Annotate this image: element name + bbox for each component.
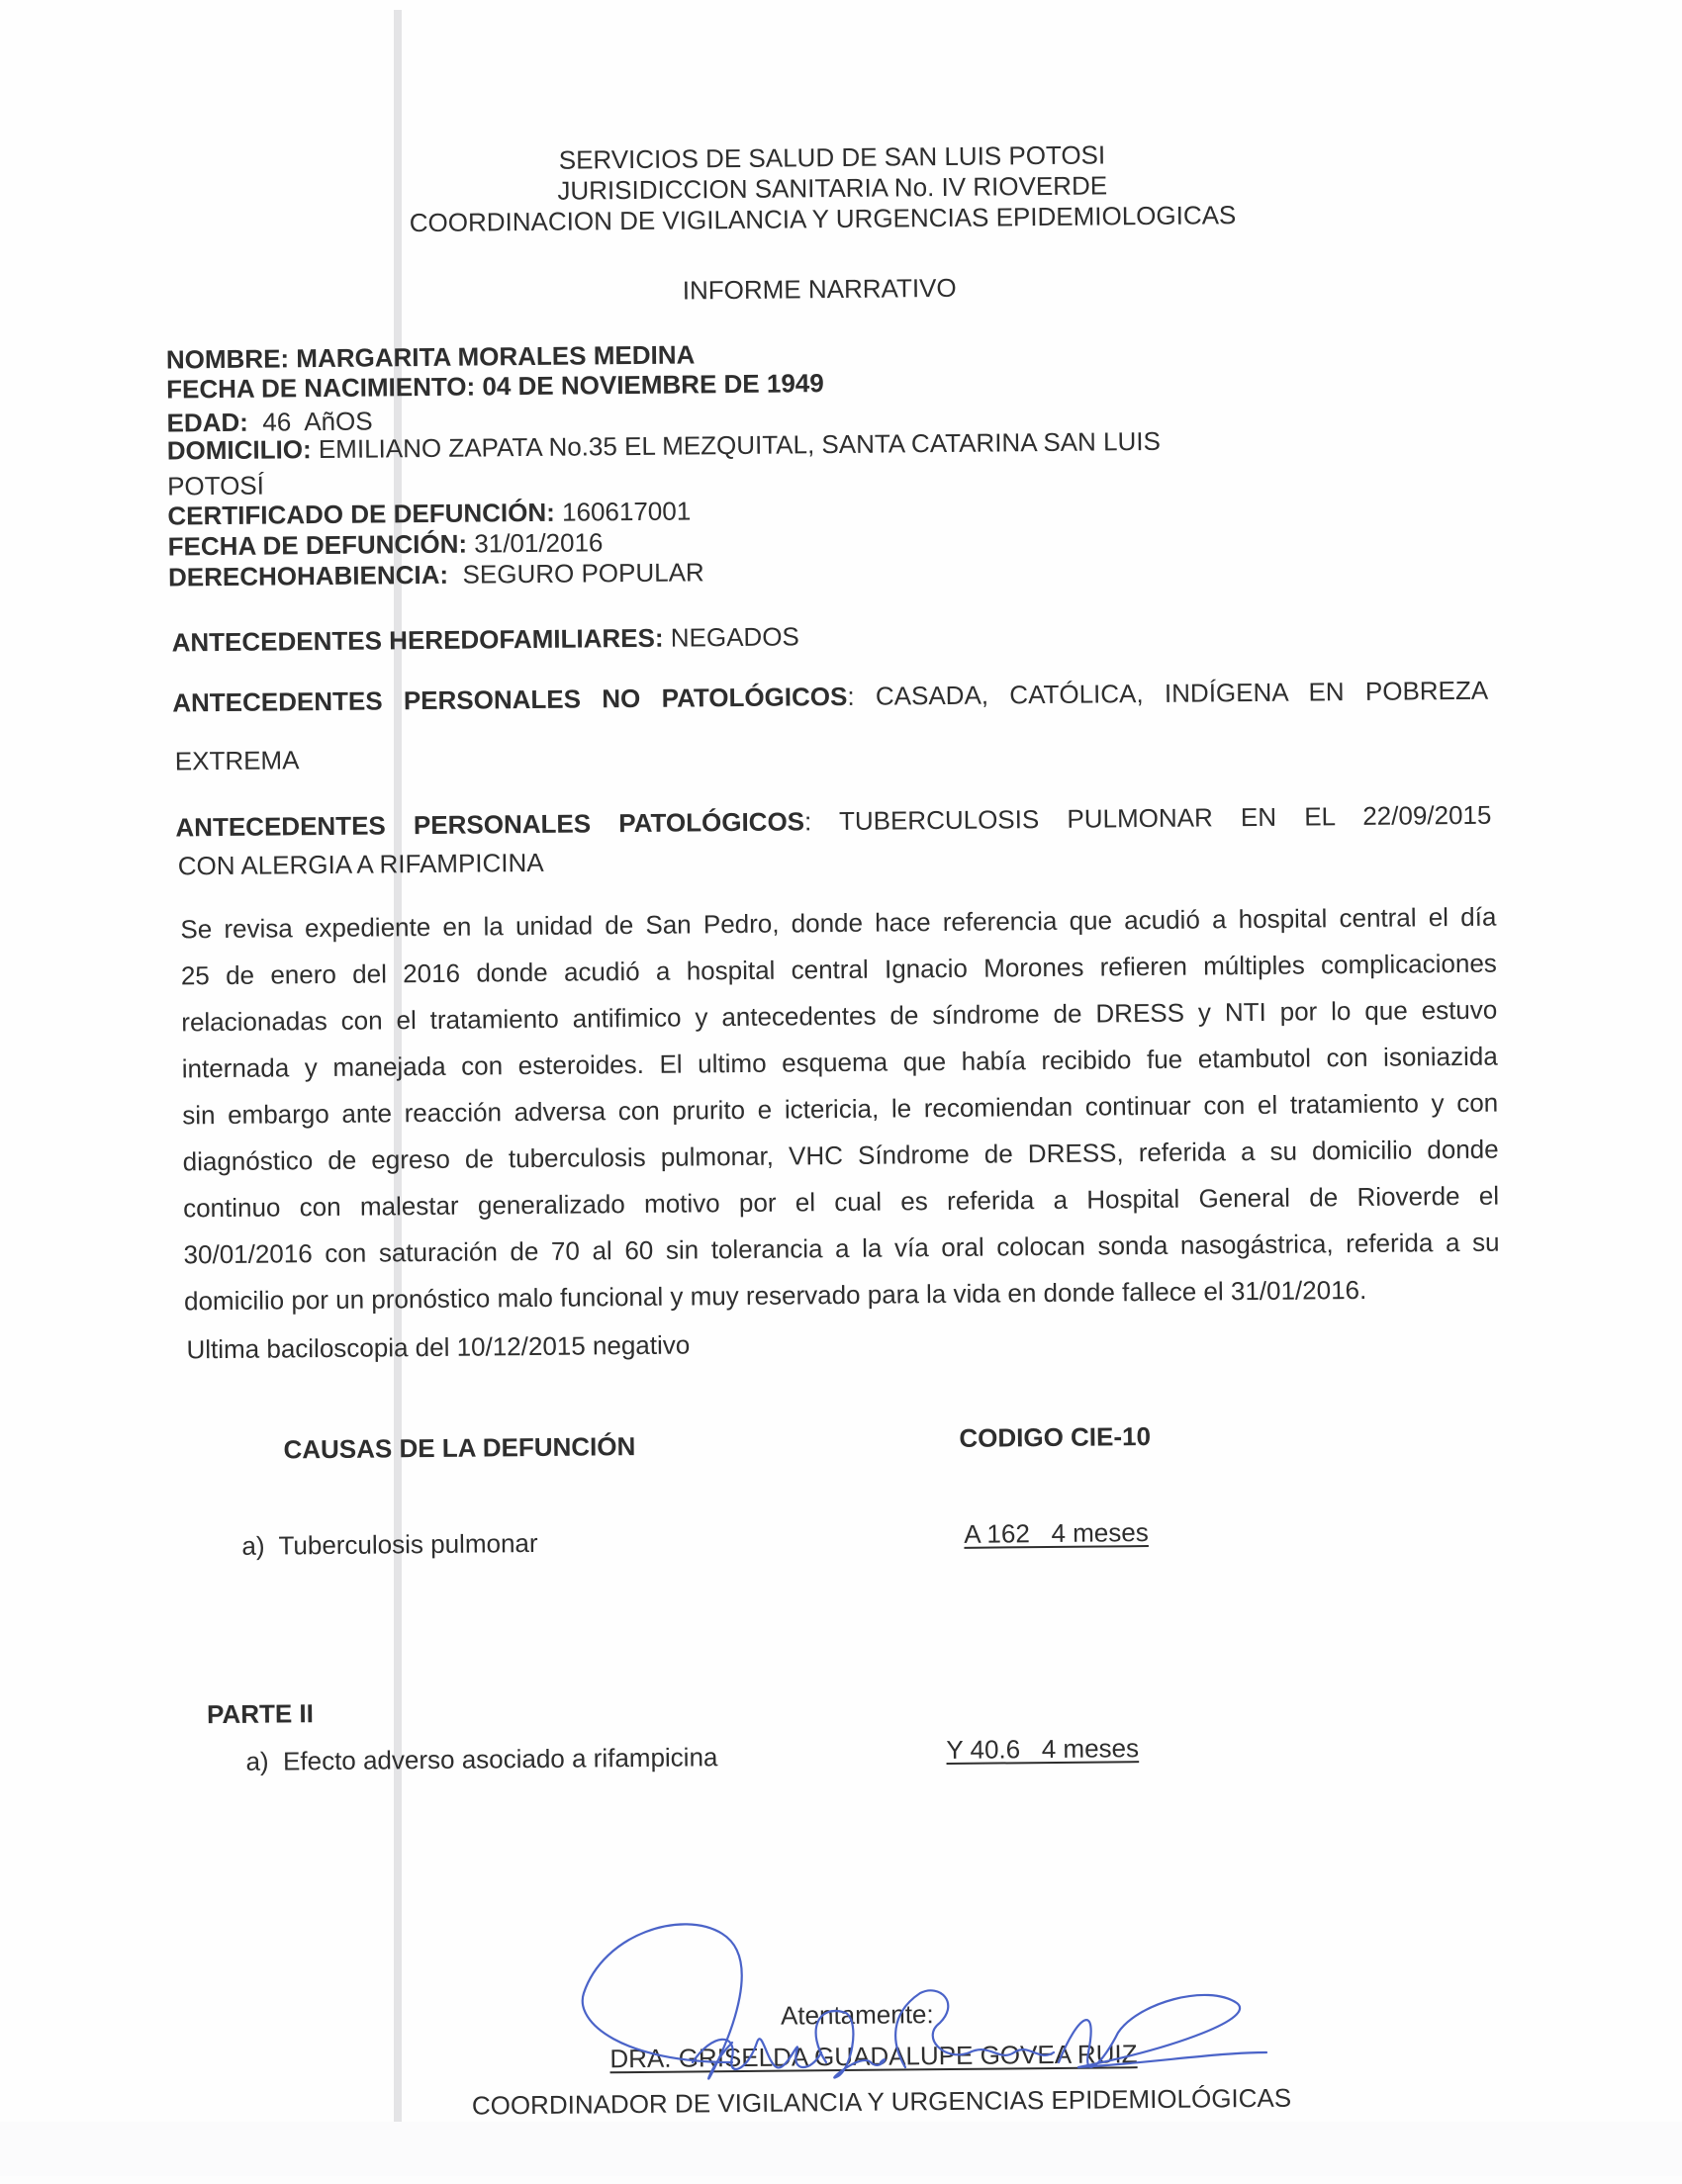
causes-heading: CAUSAS DE LA DEFUNCIÓN [283,1431,636,1465]
cause-part2-text: Efecto adverso asociado a rifampicina [282,1742,718,1776]
cause-part1 [241,1528,537,1561]
header-institution: SERVICIOS DE SALUD DE SAN LUIS POTOSI [558,139,1106,175]
heredo-value: NEGADOS [670,621,799,653]
part2-heading: PARTE II [206,1698,315,1730]
narrative-last-line: Ultima baciloscopia del 10/12/2015 negativo [186,1329,691,1365]
derechohabiencia-value: SEGURO POPULAR [462,557,704,590]
cause-part2-marker: a) [245,1746,269,1776]
field-edad [166,407,372,438]
narrative-line: relacionadas con el tratamiento antifimico y antecedentes de síndrome de DRESS y NTI por lo que estuvo [181,994,1498,1038]
field-heredofamiliares [172,621,799,657]
signatory-position: COORDINADOR DE VIGILANCIA Y URGENCIAS EPIDEMIOLÓGICAS [471,2082,1292,2121]
signature-stroke [1059,1995,1266,2067]
narrative-line: internada y manejada con esteroides. El ultimo esquema que había recibido fue etambutol con isoniazida [181,1041,1498,1084]
narrative-line: continuo con malestar generalizado motivo por el cual es referida a Hospital General de Rioverde el [182,1180,1500,1224]
no-patologicos-value: : CASADA, CATÓLICA, INDÍGENA EN POBREZA [847,675,1489,711]
signature-stroke [895,1990,1054,2067]
no-patologicos-label: ANTECEDENTES PERSONALES NO PATOLÓGICOS [172,681,848,718]
signature-stroke [693,2039,821,2069]
header-coordination: COORDINACION DE VIGILANCIA Y URGENCIAS EPIDEMIOLOGICAS [409,200,1237,238]
field-derechohabiencia [168,557,704,592]
domicilio-value-cont: POTOSÍ [166,470,265,501]
cause-part1-text: Tuberculosis pulmonar [278,1527,538,1561]
patologicos-value-cont: CON ALERGIA A RIFAMPICINA [177,847,544,881]
no-patologicos-value-cont: EXTREMA [174,745,300,776]
field-certificado [167,496,691,530]
signatory-name: DRA. GRISELDA GUADALUPE GOVEA RUIZ [609,2039,1138,2074]
edad-value: 46 AñOS [262,406,373,437]
handwritten-signature [564,1914,1276,2112]
certificado-label: CERTIFICADO DE DEFUNCIÓN: [167,497,555,531]
derechohabiencia-label: DERECHOHABIENCIA: [167,559,449,592]
cause-part2-code: Y 40.6 4 meses [946,1733,1140,1766]
domicilio-value: EMILIANO ZAPATA No.35 EL MEZQUITAL, SANTA CATARINA SAN LUIS [318,425,1161,465]
nombre-label: NOMBRE: [165,343,290,375]
nombre-value: MARGARITA MORALES MEDINA [296,339,696,374]
field-fecha-nacimiento [166,368,824,404]
narrative-line: domicilio por un pronóstico malo funcional y muy reservado para la vida en donde fallece el 31/01/2016. [183,1274,1367,1317]
edad-label: EDAD: [166,407,248,438]
narrative-line: Se revisa expediente en la unidad de San Pedro, donde hace referencia que acudió a hospital central el día [180,901,1497,945]
closing-text: Atentamente: [780,1999,934,2031]
cause-part2 [245,1742,717,1776]
signature-stroke [816,2011,886,2078]
certificado-value: 160617001 [561,496,692,527]
field-fecha-defuncion [168,527,604,561]
field-patologicos [175,800,1491,843]
signature-stroke [583,1924,742,2078]
field-no-patologicos [172,676,1488,718]
patologicos-label: ANTECEDENTES PERSONALES PATOLÓGICOS [175,806,805,843]
domicilio-label: DOMICILIO: [166,434,312,466]
narrative-line: sin embargo ante reacción adversa con prurito e ictericia, le recomiendan continuar con el tratamiento y con [182,1087,1499,1131]
defuncion-label: FECHA DE DEFUNCIÓN: [167,528,468,562]
document-title: INFORME NARRATIVO [682,272,957,306]
heredo-label: ANTECEDENTES HEREDOFAMILIARES: [171,622,664,658]
narrative-line: diagnóstico de egreso de tuberculosis pulmonar, VHC Síndrome de DRESS, referida a su domicilio donde [182,1134,1499,1177]
narrative-line: 30/01/2016 con saturación de 70 al 60 sin tolerancia a la vía oral colocan sonda nasogástrica, referida a su [183,1227,1500,1270]
nacimiento-label: FECHA DE NACIMIENTO: [166,371,476,405]
nacimiento-value: 04 DE NOVIEMBRE DE 1949 [482,368,824,402]
cause-part1-marker: a) [241,1530,265,1561]
patologicos-value: : TUBERCULOSIS PULMONAR EN EL 22/09/2015 [803,799,1492,837]
cause-part1-code: A 162 4 meses [964,1517,1149,1549]
header-jurisdiction: JURISIDICCION SANITARIA No. IV RIOVERDE [557,170,1108,206]
cie10-heading: CODIGO CIE-10 [959,1421,1152,1453]
defuncion-value: 31/01/2016 [474,527,604,559]
narrative-line: 25 de enero del 2016 donde acudió a hospital central Ignacio Morones refieren múltiples complicaciones [180,948,1497,991]
